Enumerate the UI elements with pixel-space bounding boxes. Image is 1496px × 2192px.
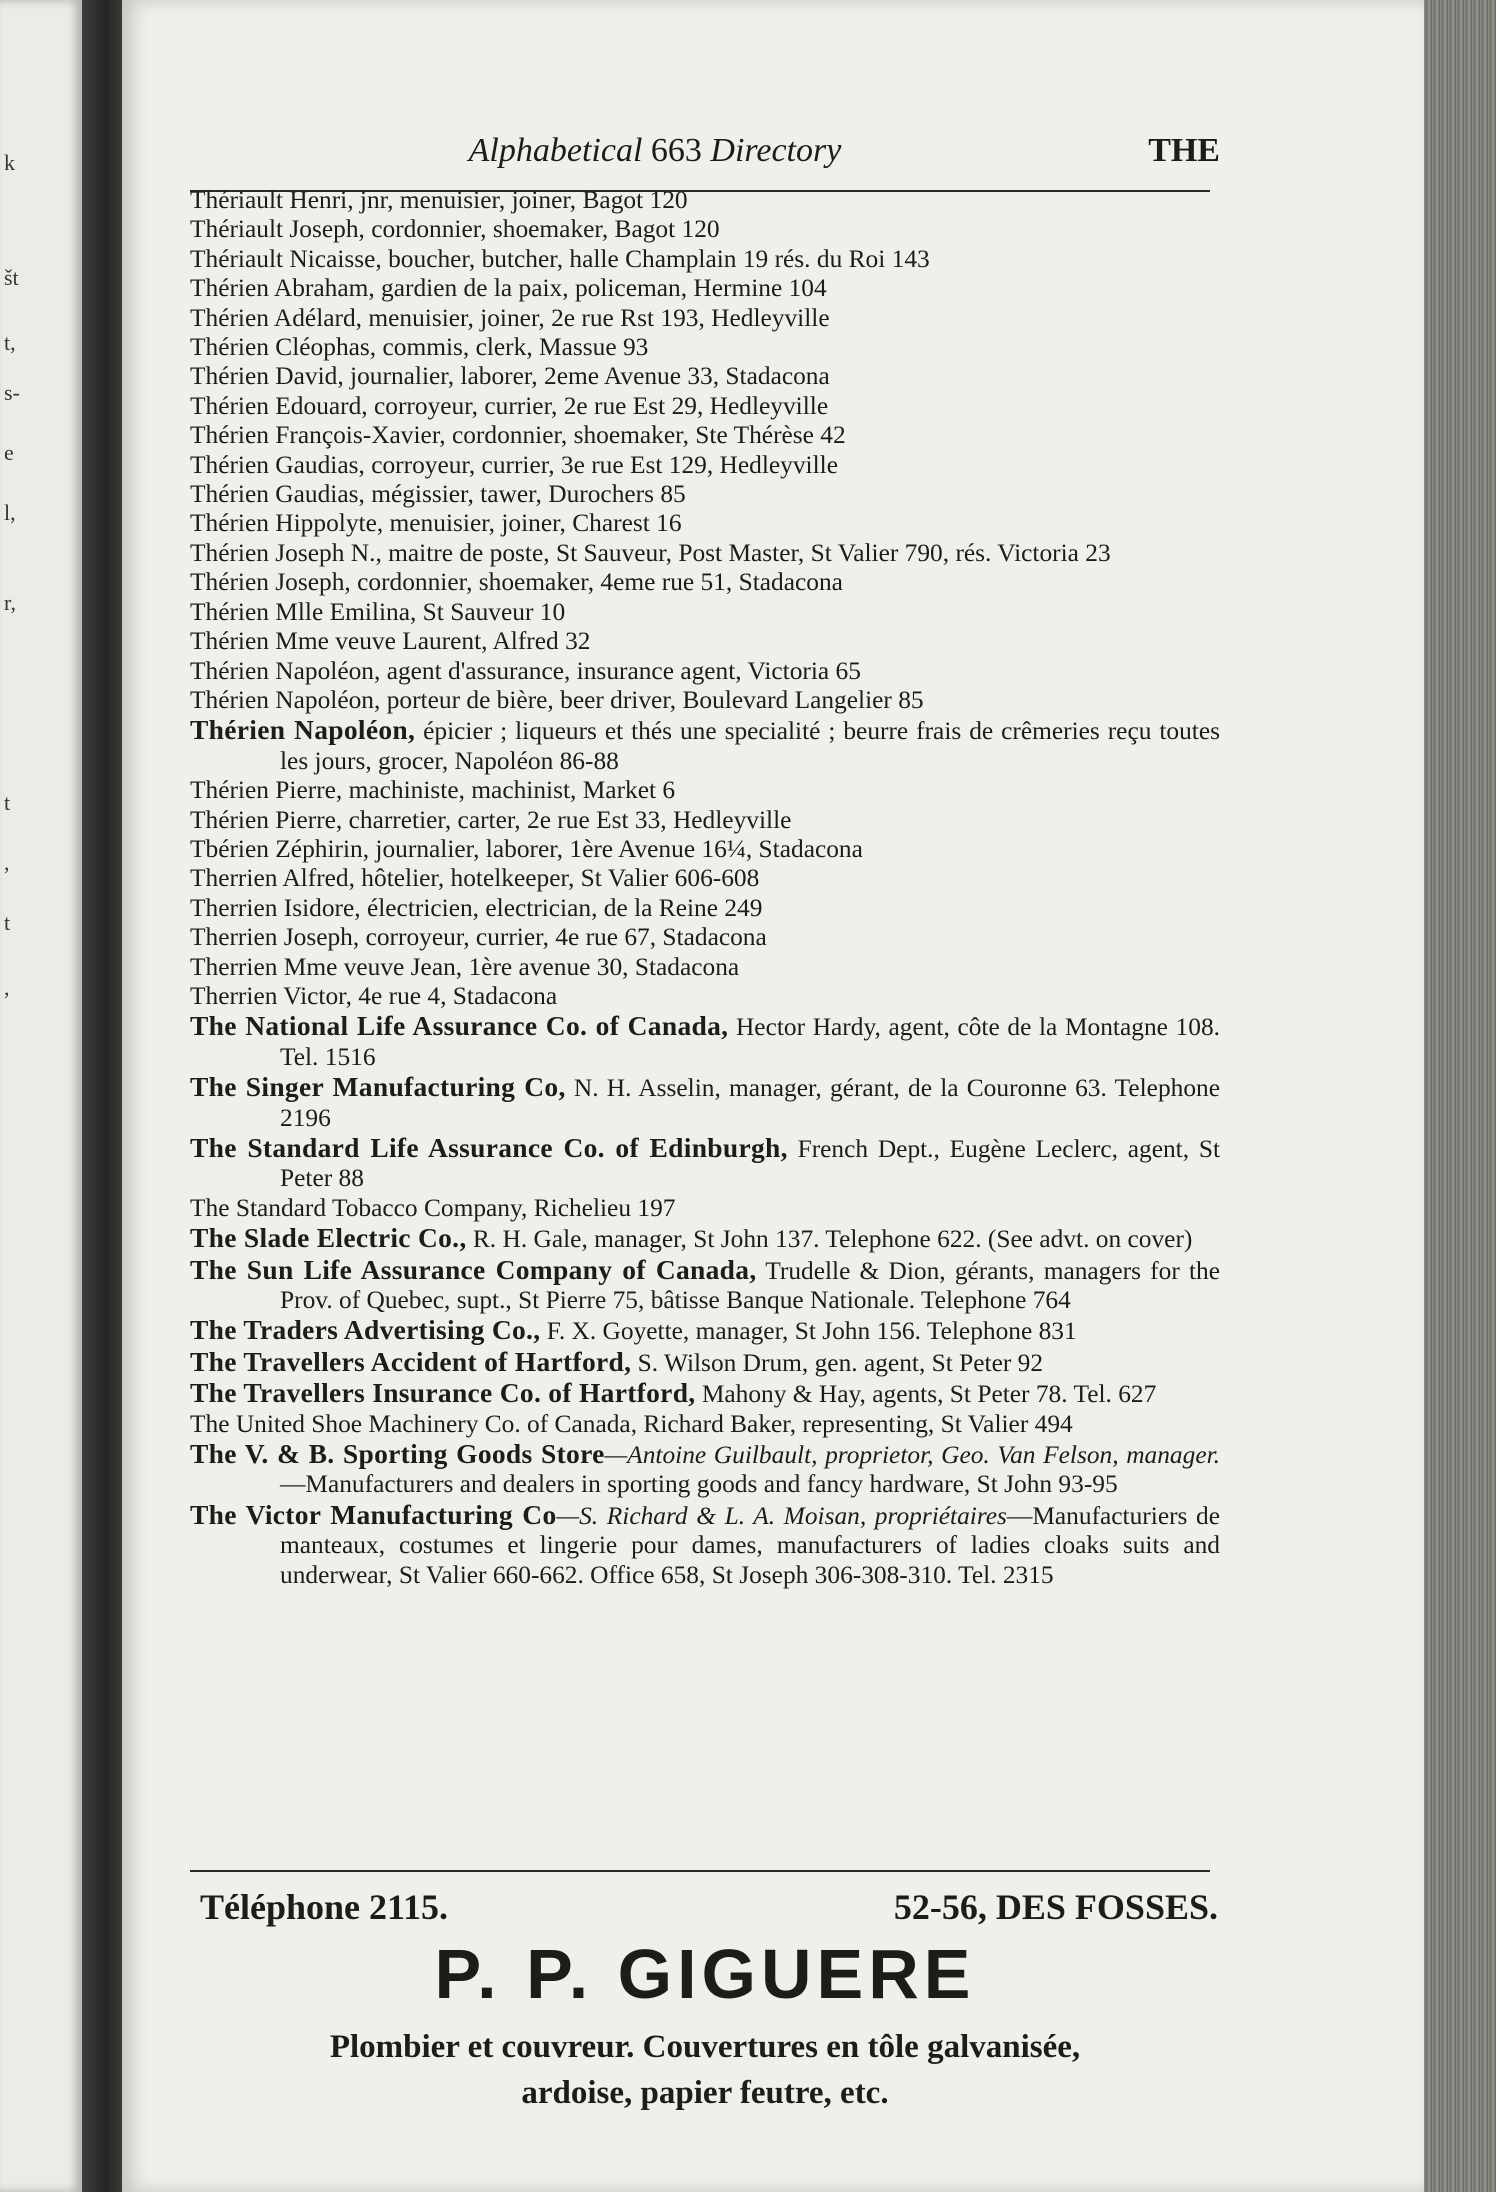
directory-entry: [190, 1315, 1220, 1346]
directory-entry: [190, 568, 1220, 597]
advertisement-description-line: ardoise, papier feutre, etc.: [521, 2075, 889, 2111]
entry-bold-name: The Singer Manufacturing Co,: [190, 1071, 566, 1103]
previous-page-fragment: e: [4, 440, 14, 465]
previous-page-fragment: t: [4, 910, 11, 935]
directory-entry: [190, 686, 1220, 715]
entry-text: Hector Hardy, agent, côte de la Montagne 108. Tel. 1516: [280, 1013, 1220, 1071]
entry-bold-name: The Travellers Accident of Hartford,: [190, 1345, 632, 1377]
previous-page-fragment: r,: [4, 590, 16, 615]
directory-entries: [190, 186, 1220, 1590]
entry-text: N. H. Asselin, manager, gérant, de la Couronne 63. Telephone 2196: [280, 1074, 1220, 1132]
entry-text: Thérien Gaudias, mégissier, tawer, Durochers 85: [190, 480, 686, 509]
directory-entry: [190, 1378, 1220, 1409]
header-title: [220, 132, 1090, 170]
entry-text: Thérien Napoléon, porteur de bière, beer driver, Boulevard Langelier 85: [190, 685, 924, 714]
entry-bold-name: The Sun Life Assurance Company of Canada,: [190, 1253, 757, 1285]
entry-text: Therrien Mme veuve Jean, 1ère avenue 30, Stadacona: [190, 952, 740, 981]
entry-text: R. H. Gale, manager, St John 137. Telephone 622. (See advt. on cover): [466, 1225, 1193, 1254]
entry-bold-name: The V. & B. Sporting Goods Store: [190, 1438, 605, 1470]
running-head: THE: [1148, 132, 1220, 169]
entry-text: Thériault Joseph, cordonnier, shoemaker, Bagot 120: [190, 215, 720, 244]
entry-text: Therrien Alfred, hôtelier, hotelkeeper, St Valier 606-608: [190, 864, 760, 893]
previous-page-fragment: k: [4, 150, 15, 175]
entry-bold-name: The Victor Manufacturing Co: [190, 1498, 557, 1530]
advertisement-description: [190, 2024, 1220, 2116]
directory-entry: [190, 1072, 1220, 1133]
previous-page-fragment: ,: [4, 975, 10, 1000]
directory-entry: [190, 715, 1220, 776]
directory-entry: [190, 539, 1220, 568]
directory-entry: [190, 1500, 1220, 1590]
entry-text: Thérien Hippolyte, menuisier, joiner, Charest 16: [190, 509, 682, 538]
advertisement-phone: Téléphone 2115.: [200, 1887, 449, 1927]
directory-entry: [190, 923, 1220, 952]
entry-text: Therrien Isidore, électricien, electrician, de la Reine 249: [190, 893, 763, 922]
directory-entry: [190, 1255, 1220, 1316]
entry-text: Thérien Abraham, gardien de la paix, policeman, Hermine 104: [190, 274, 827, 303]
entry-bold-name: The Slade Electric Co.,: [190, 1222, 467, 1254]
directory-entry: [190, 509, 1220, 538]
entry-text: Thérien David, journalier, laborer, 2eme Avenue 33, Stadacona: [190, 362, 830, 391]
directory-entry: [190, 953, 1220, 982]
directory-entry: [190, 304, 1220, 333]
directory-entry: [190, 392, 1220, 421]
directory-entry: [190, 982, 1220, 1011]
entry-text: Thériault Henri, jnr, menuisier, joiner, Bagot 120: [190, 186, 688, 214]
entry-text: Thérien Pierre, machiniste, machinist, Market 6: [190, 776, 676, 805]
entry-text: —Manufacturiers de manteaux, costumes et lingerie pour dames, manufacturers of ladies cloaks suits and underwear, St Valier 660-662. Office 658, St Joseph 306-308-310. Tel. 2315: [280, 1501, 1220, 1589]
directory-entry: [190, 835, 1220, 864]
entry-text: S. Wilson Drum, gen. agent, St Peter 92: [631, 1348, 1044, 1377]
previous-page-fragment: ,: [4, 850, 10, 875]
directory-entry: [190, 1439, 1220, 1500]
entry-text: Thérien Gaudias, corroyeur, currier, 3e rue Est 129, Hedleyville: [190, 450, 838, 479]
entry-text: Thérien Joseph N., maitre de poste, St Sauveur, Post Master, St Valier 790, rés. Victoria 23: [190, 538, 1111, 567]
entry-bold-name: The Standard Life Assurance Co. of Edinburgh,: [190, 1132, 788, 1163]
entry-text: Thérien Edouard, corroyeur, currier, 2e rue Est 29, Hedleyville: [190, 391, 829, 420]
entry-text: Thérien François-Xavier, cordonnier, shoemaker, Ste Thérèse 42: [190, 421, 846, 450]
directory-entry: [190, 598, 1220, 627]
entry-text: Thérien Joseph, cordonnier, shoemaker, 4eme rue 51, Stadacona: [190, 568, 843, 597]
entry-text: Thérien Mlle Emilina, St Sauveur 10: [190, 597, 566, 626]
entry-text: Thérien Adélard, menuisier, joiner, 2e rue Rst 193, Hedleyville: [190, 303, 830, 332]
directory-entry: [190, 1133, 1220, 1194]
directory-entry: [190, 1011, 1220, 1072]
header-right-word: Directory: [710, 132, 842, 169]
advertisement-name: P. P. GIGUERE: [434, 1935, 976, 2013]
entry-text: Trudelle & Dion, gérants, managers for the Prov. of Quebec, supt., St Pierre 75, bâtisse Banque Nationale. Telephone 764: [280, 1256, 1220, 1315]
page-number: 663: [650, 132, 702, 169]
entry-text: F. X. Goyette, manager, St John 156. Telephone 831: [540, 1317, 1077, 1346]
previous-page-edge: [0, 0, 82, 2192]
entry-text: Thérien Napoléon, agent d'assurance, insurance agent, Victoria 65: [190, 656, 861, 685]
directory-entry: [190, 421, 1220, 450]
page-stack-edge: [1424, 0, 1496, 2192]
entry-text: French Dept., Eugène Leclerc, agent, St Peter 88: [280, 1135, 1220, 1193]
directory-entry: [190, 274, 1220, 303]
directory-entry: [190, 627, 1220, 656]
previous-page-fragment: št: [4, 265, 19, 290]
header-left-word: Alphabetical: [468, 132, 643, 169]
advertisement-rule: [190, 1870, 1210, 1872]
entry-text: Thérien Cléophas, commis, clerk, Massue 93: [190, 333, 649, 362]
directory-entry: [190, 1223, 1220, 1254]
entry-bold-name: The Traders Advertising Co.,: [190, 1314, 541, 1346]
entry-text: The United Shoe Machinery Co. of Canada, Richard Baker, representing, St Valier 494: [190, 1409, 1073, 1438]
book-gutter: [82, 0, 122, 2192]
entry-text: Therrien Victor, 4e rue 4, Stadacona: [190, 981, 558, 1010]
directory-entry: [190, 333, 1220, 362]
directory-entry: [190, 362, 1220, 391]
directory-entry: [190, 894, 1220, 923]
advertisement-description-line: Plombier et couvreur. Couvertures en tôle galvanisée,: [329, 2029, 1081, 2065]
directory-entry: [190, 657, 1220, 686]
directory-entry: [190, 245, 1220, 274]
entry-text: The Standard Tobacco Company, Richelieu 197: [190, 1193, 676, 1222]
entry-italic-text: —S. Richard & L. A. Moisan, propriétaires: [556, 1501, 1007, 1530]
entry-text: Thérien Pierre, charretier, carter, 2e rue Est 33, Hedleyville: [190, 805, 792, 834]
directory-entry: [190, 186, 1220, 215]
directory-entry: [190, 1410, 1220, 1439]
entry-text: Thérien Mme veuve Laurent, Alfred 32: [190, 627, 591, 656]
entry-text: Tbérien Zéphirin, journalier, laborer, 1ère Avenue 16¼, Stadacona: [190, 834, 863, 863]
directory-entry: [190, 215, 1220, 244]
entry-bold-name: The National Life Assurance Co. of Canada,: [190, 1010, 729, 1042]
directory-entry: [190, 864, 1220, 893]
page-header: [220, 132, 1220, 184]
directory-entry: [190, 1194, 1220, 1223]
entry-text: Mahony & Hay, agents, St Peter 78. Tel. 627: [695, 1380, 1157, 1409]
entry-italic-text: —Antoine Guilbault, proprietor, Geo. Van Felson, manager.: [604, 1441, 1221, 1470]
previous-page-fragment: t: [4, 790, 11, 815]
entry-text: épicier ; liqueurs et thés une specialité ; beurre frais de crêmeries reçu toutes les jours, grocer, Napoléon 86-88: [280, 717, 1220, 775]
entry-text: —Manufacturers and dealers in sporting goods and fancy hardware, St John 93-95: [280, 1470, 1118, 1499]
entry-bold-name: Thérien Napoléon,: [190, 714, 416, 746]
entry-text: Thériault Nicaisse, boucher, butcher, halle Champlain 19 rés. du Roi 143: [190, 244, 930, 273]
directory-entry: [190, 1347, 1220, 1378]
previous-page-fragment: t,: [4, 330, 16, 355]
directory-entry: [190, 451, 1220, 480]
previous-page-fragment: s-: [4, 380, 20, 405]
directory-entry: [190, 480, 1220, 509]
entry-text: Therrien Joseph, corroyeur, currier, 4e rue 67, Stadacona: [190, 923, 767, 952]
previous-page-fragment: l,: [4, 500, 16, 525]
directory-entry: [190, 776, 1220, 805]
advertisement-address: 52-56, DES FOSSES.: [893, 1887, 1218, 1927]
directory-entry: [190, 806, 1220, 835]
entry-bold-name: The Travellers Insurance Co. of Hartford,: [190, 1377, 696, 1409]
